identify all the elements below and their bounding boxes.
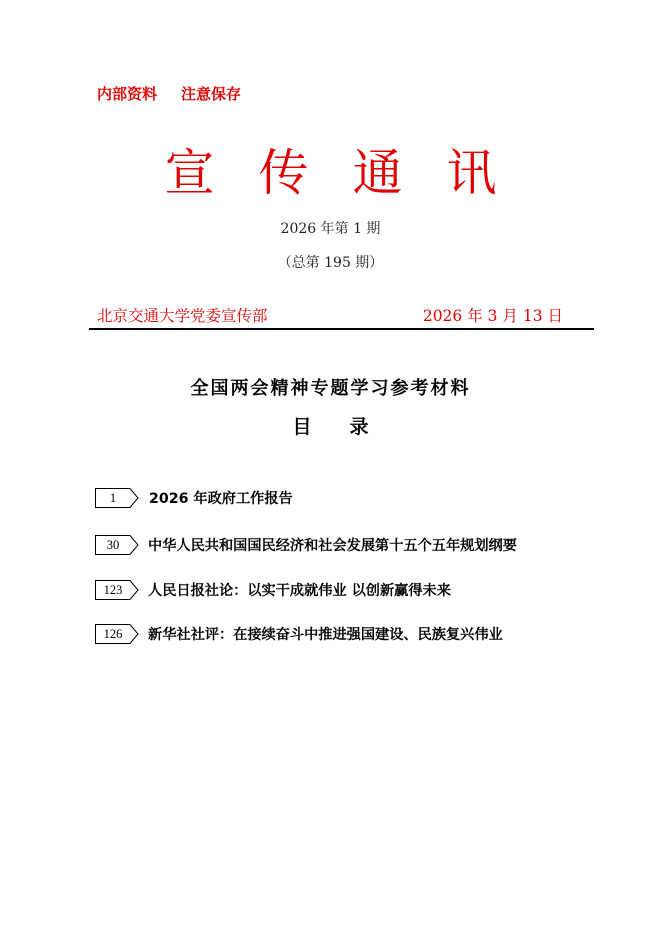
newsletter-title: 宣传通讯 xyxy=(164,144,541,202)
toc-item-title[interactable]: 新华社社评：在接续奋斗中推进强国建设、民族复兴伟业 xyxy=(148,627,503,643)
issue-number: 2026 年第 1 期 xyxy=(280,221,381,237)
contents-heading-left: 目 xyxy=(292,416,312,438)
contents-heading xyxy=(0,412,661,439)
toc-item[interactable] xyxy=(95,488,293,508)
page-tag-icon xyxy=(95,488,139,508)
page-tag-icon xyxy=(95,580,139,600)
toc-page-number: 126 xyxy=(103,627,123,641)
total-issue-number: （总第 195 期） xyxy=(277,255,384,271)
page-tag-icon xyxy=(95,624,139,644)
toc-page-number: 123 xyxy=(103,583,123,597)
toc-page-number: 1 xyxy=(109,491,117,505)
toc-item-title[interactable]: 中华人民共和国国民经济和社会发展第十五个五年规划纲要 xyxy=(148,538,517,554)
publish-date: 2026 年 3 月 13 日 xyxy=(422,307,563,325)
notice-internal-material: 内部资料 xyxy=(97,85,158,103)
notice-keep-safe: 注意保存 xyxy=(181,85,242,103)
toc-item-title[interactable]: 人民日报社论：以实干成就伟业 以创新赢得未来 xyxy=(148,583,451,599)
page-tag-icon xyxy=(95,535,139,555)
publisher-line xyxy=(97,304,563,326)
header-divider xyxy=(89,328,594,330)
contents-subject: 全国两会精神专题学习参考材料 xyxy=(190,378,471,399)
publisher-organization: 北京交通大学党委宣传部 xyxy=(97,307,268,325)
toc-item[interactable] xyxy=(95,535,517,555)
toc-item[interactable] xyxy=(95,624,503,644)
toc-item[interactable] xyxy=(95,580,451,600)
toc-page-number: 30 xyxy=(106,538,120,552)
internal-notice xyxy=(97,83,241,104)
toc-item-title[interactable]: 2026 年政府工作报告 xyxy=(149,491,293,507)
contents-heading-right: 录 xyxy=(349,416,369,438)
